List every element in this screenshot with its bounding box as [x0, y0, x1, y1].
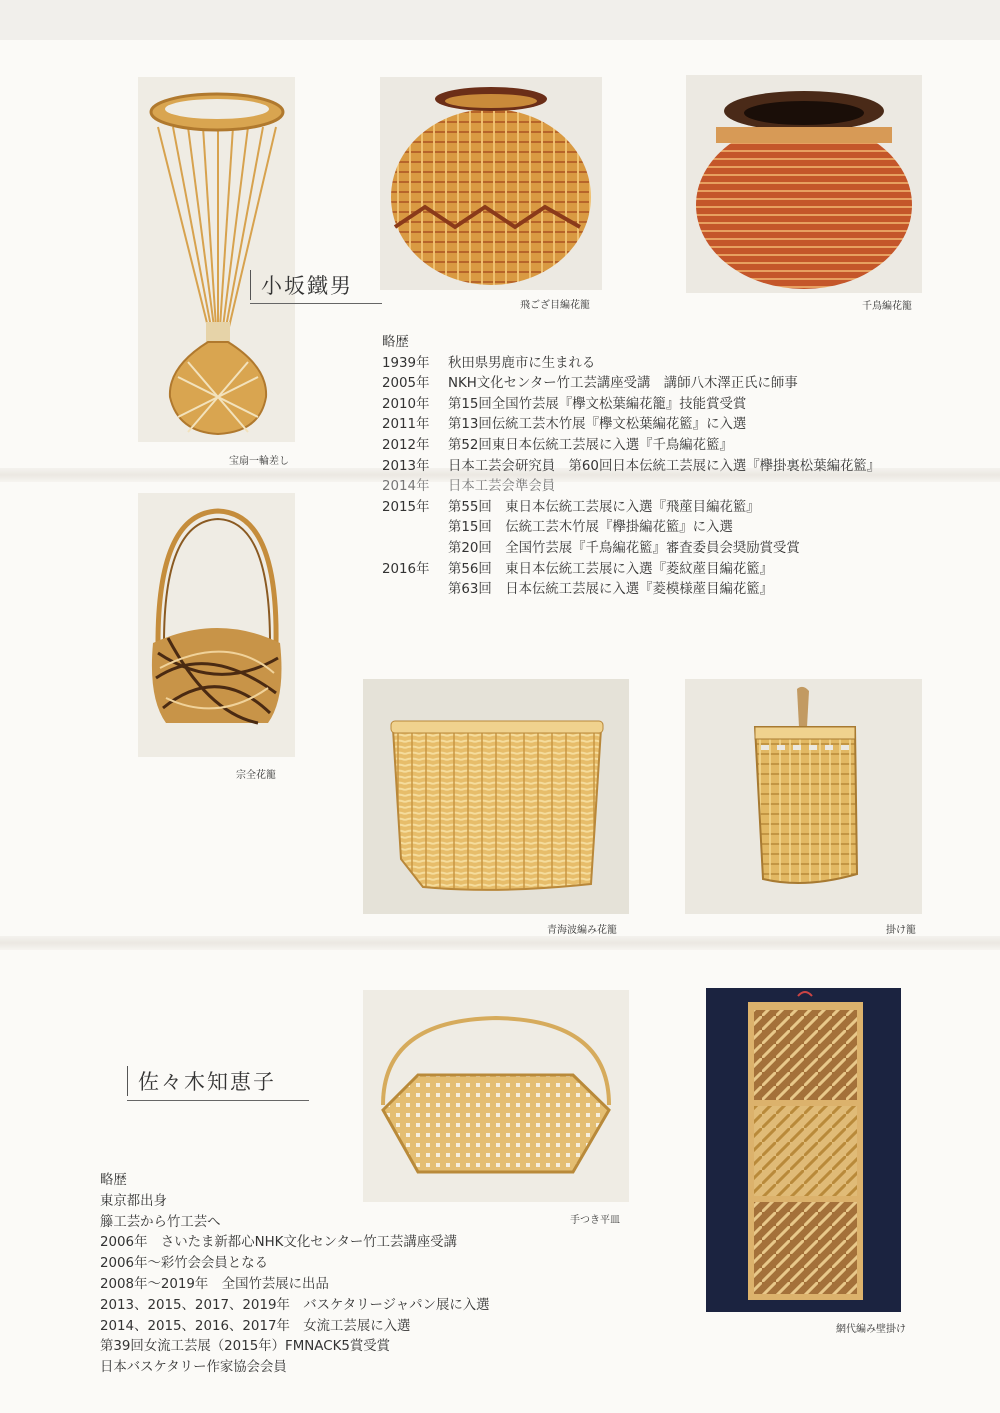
bio-line: 2013、2015、2017、2019年 バスケタリージャパン展に入選 [100, 1297, 490, 1313]
bio-text: 第15回全国竹芸展『欅文松葉編花籠』技能賞受賞 [448, 396, 747, 412]
bio-line: 東京都出身 [100, 1193, 167, 1209]
bio-year: 2012年 [382, 437, 430, 453]
red-round-basket-image [686, 75, 922, 293]
bio-line: 2008年～2019年 全国竹芸展に出品 [100, 1276, 329, 1292]
bio-year: 2005年 [382, 376, 430, 392]
caption-basket-round2: 千鳥編花籠 [862, 301, 912, 312]
caption-tray-handle: 手つき平皿 [570, 1215, 620, 1226]
photo-basket-hanging [685, 679, 922, 914]
bio-year [382, 518, 448, 539]
bio-text: 第52回東日本伝統工芸展に入選『千鳥編花籃』 [448, 437, 733, 453]
bio-year: 1939年 [382, 355, 430, 371]
photo-basket-handle [138, 493, 295, 757]
bio-heading: 略歴 [100, 1173, 127, 1188]
fold-crease [0, 936, 1000, 950]
artist1-underline [250, 303, 382, 304]
handle-basket-image [138, 493, 295, 757]
square-basket-image [363, 679, 629, 914]
photo-basket-round1 [380, 77, 602, 290]
caption-wall-panel: 網代編み壁掛け [836, 1324, 906, 1335]
photo-basket-square [363, 679, 629, 914]
artist2-bio [100, 1171, 490, 1379]
artist1-bio [382, 333, 880, 601]
hanging-basket-image [685, 679, 922, 914]
top-band [0, 0, 1000, 40]
bio-text: 第20回 全国竹芸展『千鳥編花籃』審査委員会奨励賞受賞 [448, 540, 800, 556]
bio-line: 2006年 さいたま新都心NHK文化センター竹工芸講座受講 [100, 1235, 458, 1251]
wall-panel-image [706, 988, 901, 1312]
bio-year: 2015年 [382, 499, 430, 515]
artist1-name: 小坂鐵男 [250, 270, 353, 300]
bio-heading: 略歴 [382, 335, 409, 350]
caption-basket-hanging: 掛け籠 [886, 925, 916, 936]
artist2-name: 佐々木知恵子 [127, 1066, 276, 1096]
bio-line: 籐工芸から竹工芸へ [100, 1214, 221, 1230]
caption-basket-square: 青海波編み花籠 [547, 925, 617, 936]
bio-year: 2014年 [382, 479, 430, 495]
bio-line: 2014、2015、2016、2017年 女流工芸展に入選 [100, 1318, 411, 1334]
bio-year: 2016年 [382, 561, 430, 577]
bio-text: 秋田県男鹿市に生まれる [448, 355, 596, 371]
round-basket-image [380, 77, 602, 290]
caption-basket-handle: 宗全花籠 [236, 770, 276, 781]
bio-text: 日本工芸会研究員 第60回日本伝統工芸展に入選『欅掛裏松葉編花籃』 [448, 458, 881, 474]
bio-year: 2013年 [382, 458, 430, 474]
bio-text: 第55回 東日本伝統工芸展に入選『飛蓙目編花籃』 [448, 499, 760, 515]
bio-text: 第56回 東日本伝統工芸展に入選『菱紋蓙目編花籃』 [448, 561, 774, 577]
photo-basket-round2 [686, 75, 922, 293]
bio-text: 日本工芸会準会員 [448, 479, 556, 495]
bio-line: 日本バスケタリー作家協会会員 [100, 1360, 287, 1376]
bio-year: 2011年 [382, 417, 430, 433]
bio-line: 2006年～彩竹会会員となる [100, 1256, 268, 1272]
bio-year: 2010年 [382, 396, 430, 412]
bio-text: 第15回 伝統工芸木竹展『欅掛編花籃』に入選 [448, 520, 733, 536]
artist2-underline [127, 1100, 309, 1101]
bio-text: NKH文化センター竹工芸講座受講 講師八木澤正氏に師事 [448, 376, 798, 392]
bio-year [382, 580, 448, 601]
tall-vase-image [138, 77, 295, 442]
caption-vase-tall: 宝扇一輪差し [229, 456, 289, 467]
bio-text: 第63回 日本伝統工芸展に入選『菱模様蓙目編花籃』 [448, 582, 774, 598]
photo-wall-panel [706, 988, 901, 1312]
bio-text: 第13回伝統工芸木竹展『欅文松葉編花籃』に入選 [448, 417, 747, 433]
bio-line: 第39回女流工芸展（2015年）FMNACK5賞受賞 [100, 1339, 391, 1355]
caption-basket-round1: 飛ござ目編花籠 [520, 300, 590, 311]
bio-year [382, 539, 448, 560]
photo-vase-tall [138, 77, 295, 442]
